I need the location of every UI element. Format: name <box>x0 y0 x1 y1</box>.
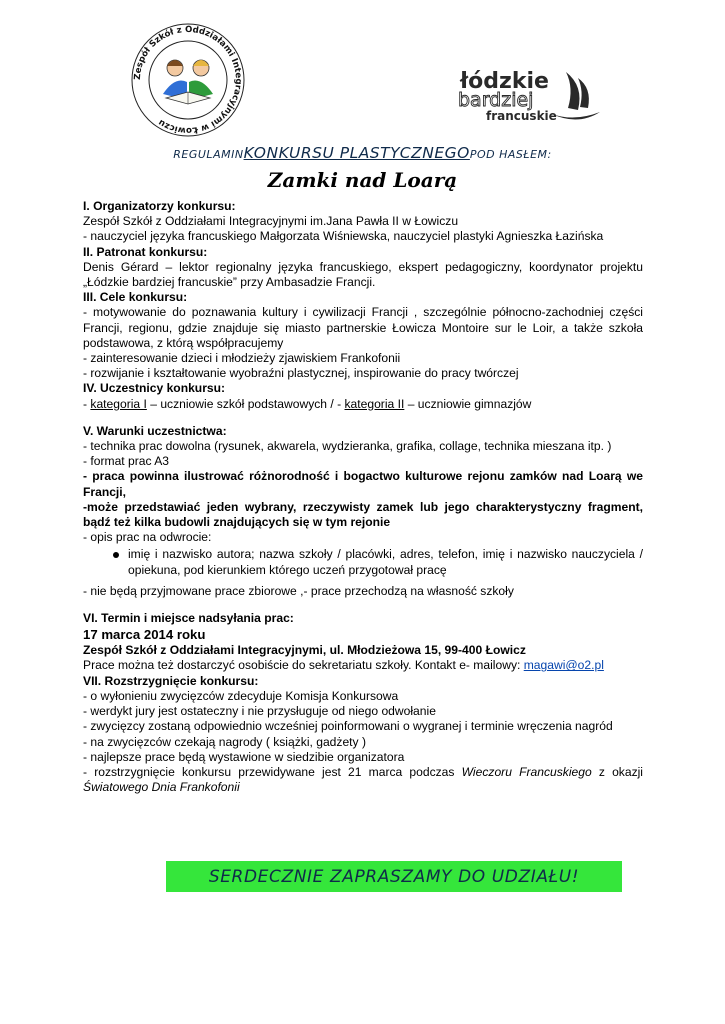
section-3-title: III. Cele konkursu: <box>83 290 188 305</box>
delivery-info <box>83 658 643 673</box>
heading-main: KONKURSU PLASTYCZNEGO <box>243 144 470 162</box>
sailing-boat-icon <box>552 72 600 120</box>
condition-castle: -może przedstawiać jeden wybrany, rzeczywisty zamek lub jego charakterystyczny fragment, bądź też kilka budowli znajdujących się w tym rejonie <box>83 499 643 530</box>
section-6-title: VI. Termin i miejsce nadsyłania prac: <box>83 611 294 626</box>
category-1: kategoria I <box>90 396 147 411</box>
result-6-connector: z okazji <box>591 764 643 779</box>
lodz-logo-line3: francuskie <box>486 109 557 123</box>
document-heading <box>0 143 725 162</box>
organizer-teachers: - nauczyciel języka francuskiego Małgorzata Wiśniewska, nauczyciel plastyki Agnieszka Łazińska <box>83 229 604 244</box>
result-3: - zwycięzcy zostaną odpowiednio wcześniej poinformowani o wygranej i terminie wręczenia nagród <box>83 719 613 734</box>
result-6-text: - rozstrzygnięcie konkursu przewidywane jest 21 marca podczas <box>83 764 462 779</box>
list-item <box>83 547 643 577</box>
category-2-desc: – uczniowie gimnazjów <box>404 396 532 411</box>
condition-theme: - praca powinna ilustrować różnorodność i bogactwo kulturowe rejonu zamków nad Loarą we Francji, <box>83 469 643 499</box>
lodzkie-bardziej-francuskie-logo <box>448 68 608 128</box>
result-6 <box>83 765 643 795</box>
participants-line <box>83 397 643 412</box>
result-5: - najlepsze prace będą wystawione w siedzibie organizatora <box>83 749 405 764</box>
result-4: - na zwycięzców czekają nagrody ( książki, gadżety ) <box>83 734 366 749</box>
delivery-text: Prace można też dostarczyć osobiście do sekretariatu szkoły. Kontakt e- mailowy: <box>83 658 524 673</box>
result-2: - werdykt jury jest ostateczny i nie przysługuje od niego odwołanie <box>83 704 436 719</box>
participants-dash: - <box>83 396 91 411</box>
category-1-desc: – uczniowie szkół podstawowych / - <box>146 396 345 411</box>
heading-prefix: REGULAMIN <box>173 148 244 161</box>
condition-collective: - nie będą przyjmowane prace zbiorowe ,- prace przechodzą na własność szkoły <box>83 583 514 598</box>
section-7-title: VII. Rozstrzygnięcie konkursu: <box>83 673 259 688</box>
section-4-title: IV. Uczestnicy konkursu: <box>83 381 226 396</box>
section-2-title: II. Patronat konkursu: <box>83 244 208 259</box>
lodz-logo-line2: bardziej <box>458 89 534 111</box>
condition-format: - format prac A3 <box>83 454 170 469</box>
result-6-occasion: Światowego Dnia Frankofonii <box>83 780 240 795</box>
section-1-title: I. Organizatorzy konkursu: <box>83 199 236 213</box>
category-2: kategoria II <box>344 396 405 411</box>
regulations-body <box>83 199 643 795</box>
contact-email-link[interactable]: magawi@o2.pl <box>523 658 604 673</box>
result-1: - o wyłonieniu zwycięzców zdecyduje Komisja Konkursowa <box>83 688 399 703</box>
invitation-banner: SERDECZNIE ZAPRASZAMY DO UDZIAŁU! <box>166 861 622 892</box>
condition-description: - opis prac na odwrocie: <box>83 530 212 545</box>
school-logo <box>130 22 246 138</box>
goal-3: - rozwijanie i kształtowanie wyobraźni plastycznej, inspirowanie do pracy twórczej <box>83 366 519 381</box>
contest-title: Zamki nad Loarą <box>267 168 458 192</box>
delivery-address: Zespół Szkół z Oddziałami Integracyjnymi, ul. Młodzieżowa 15, 99-400 Łowicz <box>83 643 526 658</box>
patronage-text: Denis Gérard – lektor regionalny języka francuskiego, ekspert pedagogiczny, koordynator projektu „Łódzkie bardziej francuskie” przy Ambasadzie Francji. <box>83 259 643 290</box>
condition-technique: - technika prac dowolna (rysunek, akwarela, wydzieranka, grafika, collage, technika mieszana itp. ) <box>83 439 612 454</box>
school-logo-ring-text: Zespół Szkół z Oddziałami Integracyjnymi w Łowiczu <box>132 24 244 136</box>
section-5-title: V. Warunki uczestnictwa: <box>83 423 227 438</box>
deadline-date: 17 marca 2014 roku <box>83 627 206 643</box>
heading-suffix: POD HASŁEM: <box>469 148 552 161</box>
goal-1: - motywowanie do poznawania kultury i cywilizacji Francji , szczególnie północno-zachodniej części Francji, regionu, gdzie znajduje się miasto partnerskie Łowicza Montoire sur le Loir, a także szkoła podstawowa, z którą współpracujemy <box>83 305 643 350</box>
bullet-icon <box>83 547 128 577</box>
goal-2: - zainteresowanie dzieci i młodzieży zjawiskiem Frankofonii <box>83 351 401 366</box>
result-6-event: Wieczoru Francuskiego <box>461 764 592 779</box>
children-reading-drawing <box>163 60 213 104</box>
description-requirements: imię i nazwisko autora; nazwa szkoły / placówki, adres, telefon, imię i nazwisko nauczyciela / opiekuna, pod kierunkiem którego uczeń przygotował pracę <box>128 547 643 577</box>
organizer-school: Zespół Szkół z Oddziałami Integracyjnymi im.Jana Pawła II w Łowiczu <box>83 214 459 229</box>
lodz-logo-line1: łódzkie <box>460 69 549 94</box>
